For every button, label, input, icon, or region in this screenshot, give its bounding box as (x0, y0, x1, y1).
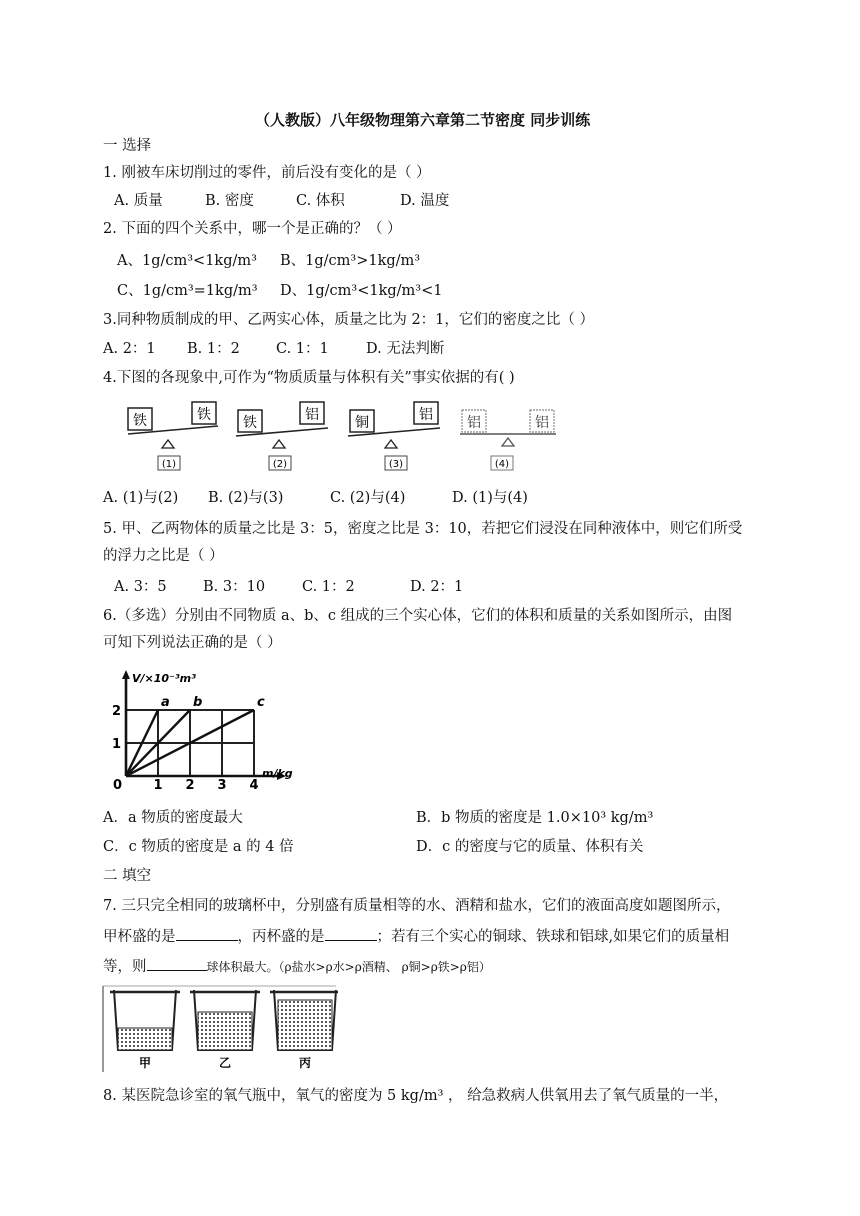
x-tick-label-2: 2 (185, 778, 195, 790)
q2-opt-c: C、1g/cm³=1kg/m³ (117, 283, 258, 299)
q7-blank-3[interactable] (147, 956, 207, 971)
balance-scale-4 (460, 410, 556, 470)
scale-2-left-label: 铁 (243, 415, 257, 431)
origin-label: 0 (112, 778, 122, 790)
q1-opt-a: A. 质量 (114, 193, 163, 209)
q7-line2 (103, 926, 729, 947)
scale-2-number: (2) (272, 459, 288, 470)
q6-stem-line1: 6.（多选）分别由不同物质 a、b、c 组成的三个实心体，它们的体积和质量的关系如图所示，由图 (103, 608, 733, 624)
scale-1-number: (1) (161, 459, 177, 470)
q6-opt-b: B．b 物质的密度是 1.0×10³ kg/m³ (416, 810, 654, 826)
scale-4-right-label: 铝 (535, 415, 549, 431)
scale-1-right-label: 铁 (197, 407, 211, 423)
q2-stem: 2. 下面的四个关系中，哪一个是正确的？（ ） (103, 221, 402, 237)
cup-jia-label: 甲 (138, 1056, 152, 1070)
q7-blank-1[interactable] (176, 926, 238, 941)
q3-opt-d: D. 无法判断 (366, 341, 445, 357)
scale-4-left-label: 铝 (467, 415, 481, 431)
q7-line2-b: ，丙杯盛的是 (237, 929, 325, 945)
section-choice: 一 选择 (103, 138, 152, 154)
q7-line3 (103, 956, 491, 977)
cup-yi (190, 990, 260, 1070)
q6-opt-c: C．c 物质的密度是 a 的 4 倍 (103, 839, 294, 855)
cup-yi-label: 乙 (218, 1056, 232, 1070)
section-fill: 二 填空 (103, 868, 152, 884)
x-tick-label-4: 4 (249, 778, 259, 790)
q7-line2-a: 甲杯盛的是 (103, 929, 176, 945)
q2-opt-b: B、1g/cm³>1kg/m³ (280, 253, 421, 269)
q5-opt-c: C. 1：2 (302, 579, 355, 595)
q7-line3-b: 球体积最大。（ρ盐水>ρ水>ρ酒精、 ρ铜>ρ铁>ρ铝） (206, 960, 491, 974)
q4-stem: 4.下图的各现象中,可作为“物质质量与体积有关”事实依据的有( ) (103, 370, 515, 386)
volume-mass-chart (110, 666, 310, 790)
q7-blank-2[interactable] (325, 926, 377, 941)
q5-opt-d: D. 2：1 (410, 579, 464, 595)
q8-line1: 8. 某医院急诊室的氧气瓶中，氧气的密度为 5 kg/m³ ， 给急救病人供氧用去了氧气质量的一半， (103, 1088, 729, 1104)
q3-opt-a: A. 2：1 (103, 341, 156, 357)
q1-opt-b: B. 密度 (205, 193, 254, 209)
q3-opt-c: C. 1：1 (276, 341, 329, 357)
cup-bing (270, 990, 338, 1070)
x-tick-label-1: 1 (153, 778, 163, 790)
scale-2-right-label: 铝 (305, 407, 319, 423)
q5-opt-a: A. 3：5 (114, 579, 167, 595)
q6-opt-d: D．c 的密度与它的质量、体积有关 (416, 839, 644, 855)
q4-opt-c: C. (2)与(4) (330, 490, 406, 506)
q2-opt-d: D、1g/cm³<1kg/m³<1 (280, 283, 443, 299)
series-label-b: b (193, 695, 203, 710)
q5-opt-b: B. 3：10 (203, 579, 266, 595)
scale-3-number: (3) (388, 459, 404, 470)
q1-opt-d: D. 温度 (400, 193, 450, 209)
q6-opt-a: A．a 物质的密度最大 (103, 810, 243, 826)
y-axis-arrow (122, 670, 130, 679)
q3-opt-b: B. 1：2 (187, 341, 240, 357)
y-tick-label-1: 1 (111, 737, 121, 752)
glass-cups-figure (100, 984, 340, 1074)
x-tick-label-3: 3 (217, 778, 227, 790)
scale-3-left-label: 铜 (355, 415, 369, 431)
x-axis-label: m/kg (262, 767, 293, 780)
q7-line1: 7. 三只完全相同的玻璃杯中，分别盛有质量相等的水、酒精和盐水，它们的液面高度如题图所示， (103, 898, 731, 914)
page-title: （人教版）八年级物理第六章第二节密度 同步训练 (255, 111, 591, 129)
series-label-c: c (257, 695, 265, 710)
q4-opt-b: B. (2)与(3) (208, 490, 284, 506)
q1-stem: 1. 刚被车床切削过的零件，前后没有变化的是（ ） (103, 165, 431, 181)
q4-opt-a: A. (1)与(2) (103, 490, 179, 506)
balance-scales-figure (122, 398, 562, 474)
cup-bing-label: 丙 (298, 1056, 312, 1070)
balance-scale-3 (348, 402, 440, 470)
balance-scale-1 (128, 402, 218, 470)
q7-line3-a: 等，则 (103, 959, 147, 975)
q3-stem: 3.同种物质制成的甲、乙两实心体，质量之比为 2：1，它们的密度之比（ ） (103, 312, 595, 328)
q7-line2-c: ；若有三个实心的铜球、铁球和铝球,如果它们的质量相 (376, 929, 730, 945)
chart-axes (122, 670, 286, 780)
chart-labels (112, 672, 293, 790)
series-label-a: a (161, 695, 170, 710)
q5-stem-line1: 5. 甲、乙两物体的质量之比是 3：5，密度之比是 3：10，若把它们浸没在同种液体中，则它们所受 (103, 521, 743, 537)
q2-opt-a: A、1g/cm³<1kg/m³ (117, 253, 257, 269)
y-axis-label: V/×10⁻³m³ (132, 672, 196, 685)
scale-3-right-label: 铝 (419, 407, 433, 423)
y-tick-label-2: 2 (111, 704, 121, 719)
scale-1-left-label: 铁 (133, 413, 147, 429)
cup-jia (110, 990, 180, 1070)
scale-4-number: (4) (494, 459, 510, 470)
q6-stem-line2: 可知下列说法正确的是（ ） (103, 635, 282, 651)
q4-opt-d: D. (1)与(4) (452, 490, 528, 506)
q5-stem-line2: 的浮力之比是（ ） (103, 548, 224, 564)
balance-scale-2 (236, 402, 328, 470)
q1-opt-c: C. 体积 (296, 193, 345, 209)
